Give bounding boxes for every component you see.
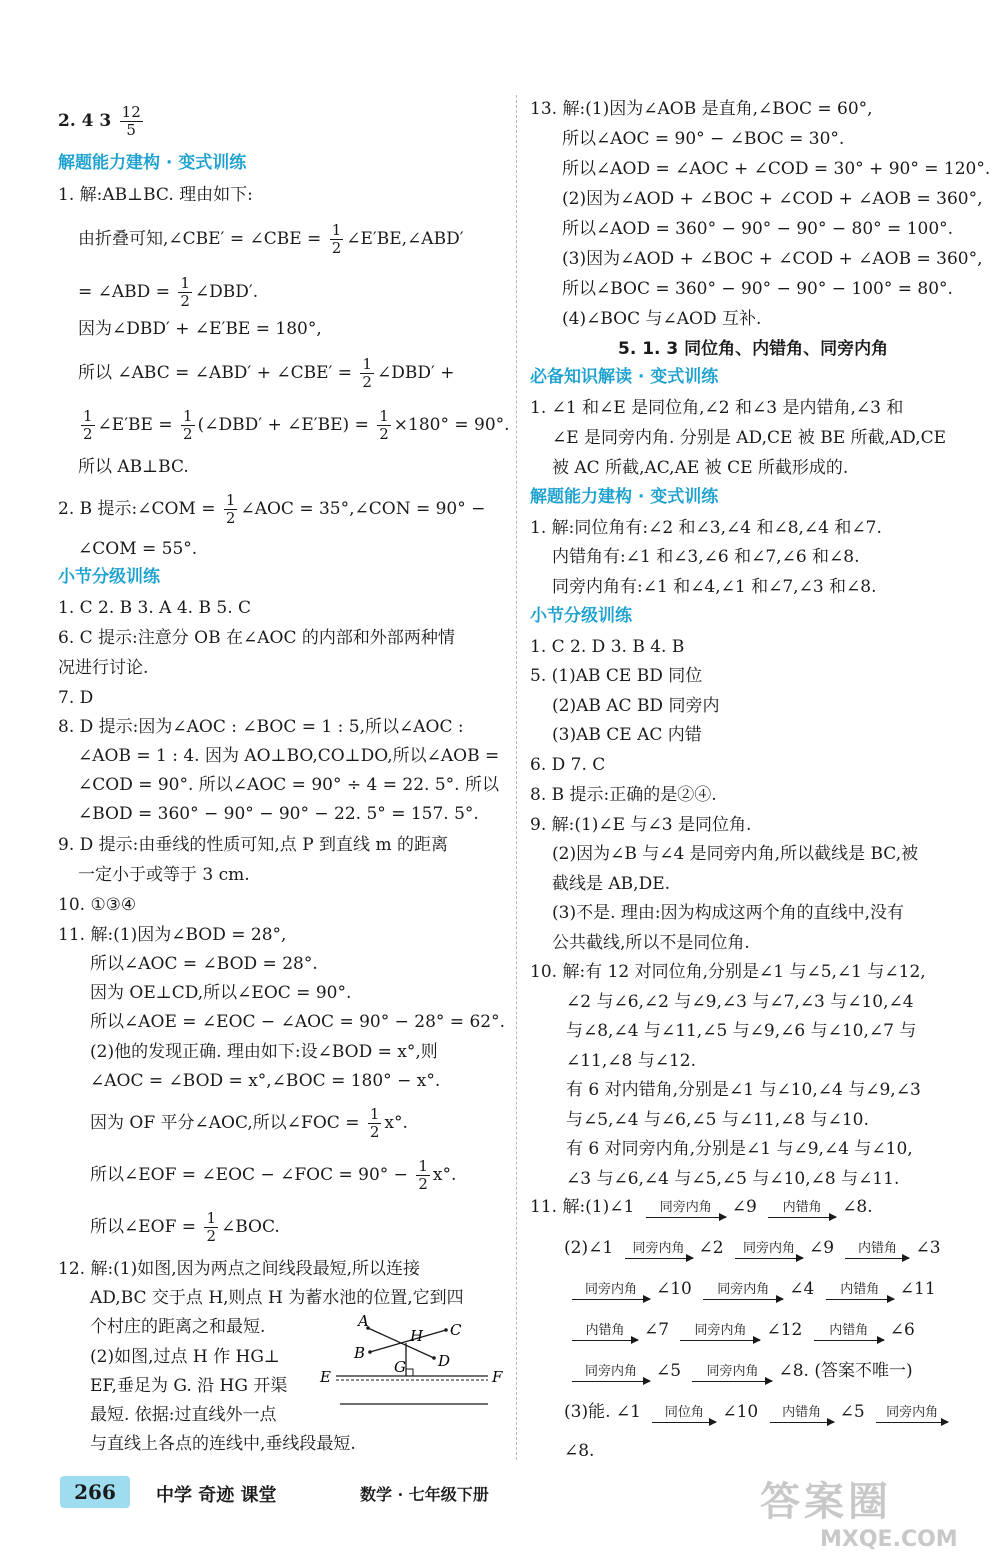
answer-line: 6. C 提示:注意分 OB 在∠AOC 的内部和外部两种情 (58, 628, 455, 648)
answer-line: (2)因为∠AOD + ∠BOC + ∠COD + ∠AOB = 360°, (562, 189, 983, 209)
answer-line: 8. B 提示:正确的是②④. (530, 785, 717, 805)
answer-line: 2. 4 3 $\frac{12}{5}$ (58, 103, 141, 139)
book-title: 中学 奇迹 课堂 (156, 1485, 277, 1506)
answer-line: 所以 AB⊥BC. (78, 457, 189, 477)
answer-line: 有 6 对同旁内角,分别是∠1 与∠9,∠4 与∠10, (566, 1139, 913, 1159)
answer-line: 2. B 提示:∠COM = $\frac{1}{2}$ ∠AOC = 35°,∠CON = 90° − (58, 491, 486, 527)
answer-line: 1. C 2. B 3. A 4. B 5. C (58, 598, 252, 618)
answer-line: 10. ①③④ (58, 895, 137, 915)
answer-line: 13. 解:(1)因为∠AOB 是直角,∠BOC = 60°, (530, 99, 873, 119)
label-D: D (438, 1352, 451, 1370)
answer-line: 10. 解:有 12 对同位角,分别是∠1 与∠5,∠1 与∠12, (530, 962, 926, 982)
answer-line: 被 AC 所截,AC,AE 被 CE 所截形成的. (552, 458, 849, 478)
section-heading: 必备知识解读 · 变式训练 (530, 367, 719, 387)
subsection-title: 5. 1. 3 同位角、内错角、同旁内角 (618, 339, 889, 359)
answer-line: 截线是 AB,DE. (552, 874, 671, 894)
answer-line: 因为 OF 平分∠AOC,所以∠FOC = $\frac{1}{2}$ x°. (90, 1105, 408, 1141)
answer-line: 所以 ∠ABC = ∠ABD′ + ∠CBE′ = $\frac{1}{2}$ ∠DBD′ + (78, 355, 455, 391)
answer-line: 1. 解:AB⊥BC. 理由如下: (58, 185, 253, 205)
geometry-figure (316, 1310, 508, 1420)
page-footer (60, 1476, 520, 1510)
answer-line: ∠2 与∠6,∠2 与∠9,∠3 与∠7,∠3 与∠10,∠4 (566, 992, 914, 1012)
section-heading: 解题能力建构 · 变式训练 (530, 487, 719, 507)
answer-line: 所以∠BOC = 360° − 90° − 90° − 100° = 80°. (562, 279, 953, 299)
answer-line: 7. D (58, 688, 94, 708)
answer-line: 9. D 提示:由垂线的性质可知,点 P 到直线 m 的距离 (58, 835, 448, 855)
answer-line: (2)AB AC BD 同旁内 (552, 696, 720, 716)
page-number: 266 (60, 1476, 130, 1508)
answer-line: 因为 OE⊥CD,所以∠EOC = 90°. (90, 983, 352, 1003)
watermark-url: MXQE.COM (820, 1527, 958, 1552)
answer-line: AD,BC 交于点 H,则点 H 为蓄水池的位置,它到四 (90, 1288, 464, 1308)
answer-line: $\frac{1}{2}$ ∠E′BE = $\frac{1}{2}$ (∠DBD′ + ∠E′BE) = $\frac{1}{2}$ ×180° = 90°. (83, 407, 510, 443)
book-subject: 数学 · 七年级下册 (360, 1485, 489, 1504)
answer-line: 个村庄的距离之和最短. (90, 1317, 266, 1337)
answer-line: 与∠5,∠4 与∠6,∠5 与∠11,∠8 与∠10. (566, 1110, 869, 1130)
answer-line: ∠AOB = 1 : 4. 因为 AO⊥BO,CO⊥DO,所以∠AOB = (78, 746, 500, 766)
section-heading: 小节分级训练 (530, 606, 632, 626)
label-E: E (320, 1368, 331, 1386)
answer-line: 8. D 提示:因为∠AOC : ∠BOC = 1 : 5,所以∠AOC : (58, 717, 464, 737)
answer-line: 与直线上各点的连线中,垂线段最短. (90, 1434, 356, 1454)
label-A: A (358, 1312, 369, 1330)
answer-line: 因为∠DBD′ + ∠E′BE = 180°, (78, 319, 322, 339)
answer-line: ∠3 与∠6,∠4 与∠5,∠5 与∠10,∠8 与∠11. (566, 1169, 900, 1189)
watermark (760, 1470, 980, 1552)
arrow-chain: (2)∠1 同旁内角 ∠2 同旁内角 ∠9 内错角 ∠3 (564, 1238, 941, 1258)
answer-line: 所以∠AOC = ∠BOD = 28°. (90, 954, 318, 974)
answer-line: 况进行讨论. (58, 658, 149, 678)
arrow-chain: 同旁内角 ∠5 同旁内角 ∠8. (答案不唯一) (566, 1360, 913, 1382)
answer-line: 所以∠AOD = 360° − 90° − 90° − 80° = 100°. (562, 219, 954, 239)
answer-line: 所以∠AOE = ∠EOC − ∠AOC = 90° − 28° = 62°. (90, 1012, 505, 1032)
answer-line: 1. C 2. D 3. B 4. B (530, 637, 685, 657)
answer-line: (4)∠BOC 与∠AOD 互补. (562, 309, 762, 329)
fraction: $\frac{12}{5}$ (121, 103, 141, 139)
answer-line: 所以∠AOC = 90° − ∠BOC = 30°. (562, 129, 845, 149)
arrow-chain: 内错角 ∠7 同旁内角 ∠12 内错角 ∠6 (566, 1319, 915, 1341)
answer-line: 1. ∠1 和∠E 是同位角,∠2 和∠3 是内错角,∠3 和 (530, 398, 904, 418)
answer-line: (3)AB CE AC 内错 (552, 725, 702, 745)
label-F: F (492, 1368, 503, 1386)
answer-line: 所以∠AOD = ∠AOC + ∠COD = 30° + 90° = 120°. (562, 159, 991, 179)
answer-line: (3)因为∠AOD + ∠BOC + ∠COD + ∠AOB = 360°, (562, 249, 983, 269)
answer-line: (2)因为∠B 与∠4 是同旁内角,所以截线是 BC,被 (552, 844, 919, 864)
answer-line: 11. 解:(1)因为∠BOD = 28°, (58, 925, 287, 945)
arrow-chain: (3)能. ∠1 同位角 ∠10 内错角 ∠5 同旁内角 (564, 1401, 954, 1423)
answer-line: 与∠8,∠4 与∠11,∠5 与∠9,∠6 与∠10,∠7 与 (566, 1021, 917, 1041)
answer-line: 所以∠EOF = ∠EOC − ∠FOC = 90° − $\frac{1}{2}$ x°. (90, 1157, 457, 1193)
answer-line: 公共截线,所以不是同位角. (552, 933, 750, 953)
answer-line: ∠E 是同旁内角. 分别是 AD,CE 被 BE 所截,AD,CE (552, 428, 947, 448)
arrow-chain: 同旁内角 ∠10 同旁内角 ∠4 内错角 ∠11 (566, 1278, 936, 1300)
answer-line: ∠11,∠8 与∠12. (566, 1051, 697, 1071)
answer-line: 由折叠可知,∠CBE′ = ∠CBE = $\frac{1}{2}$ ∠E′BE,∠ABD′ (78, 221, 464, 257)
label-C: C (450, 1321, 462, 1339)
answer-line: 有 6 对内错角,分别是∠1 与∠10,∠4 与∠9,∠3 (566, 1080, 921, 1100)
answer-line: (2)如图,过点 H 作 HG⊥ (90, 1347, 280, 1367)
answer-line: 5. (1)AB CE BD 同位 (530, 666, 703, 686)
answer-line: 12. 解:(1)如图,因为两点之间线段最短,所以连接 (58, 1259, 421, 1279)
answer-line: ∠COD = 90°. 所以∠AOC = 90° ÷ 4 = 22. 5°. 所以 (78, 775, 499, 795)
answer-line: ∠8. (564, 1441, 595, 1461)
answer-line: 9. 解:(1)∠E 与∠3 是同位角. (530, 815, 752, 835)
watermark-text: 答案圈 (760, 1479, 892, 1525)
answer-line: 同旁内角有:∠1 和∠4,∠1 和∠7,∠3 和∠8. (552, 577, 877, 597)
answer-line: (2)他的发现正确. 理由如下:设∠BOD = x°,则 (90, 1042, 438, 1062)
answer-line: 所以∠EOF = $\frac{1}{2}$ ∠BOC. (90, 1209, 280, 1245)
column-divider (516, 95, 517, 1460)
label-G: G (394, 1358, 406, 1376)
answer-line: 一定小于或等于 3 cm. (78, 865, 250, 885)
answer-line: ∠BOD = 360° − 90° − 90° − 22. 5° = 157. 5°. (78, 804, 479, 824)
section-heading: 小节分级训练 (58, 567, 160, 587)
label-H: H (410, 1327, 424, 1345)
answer-line: (3)不是. 理由:因为构成这两个角的直线中,没有 (552, 903, 905, 923)
answer-line: 6. D 7. C (530, 755, 606, 775)
answer-line: 1. 解:同位角有:∠2 和∠3,∠4 和∠8,∠4 和∠7. (530, 518, 882, 538)
answer-line: = ∠ABD = $\frac{1}{2}$ ∠DBD′. (78, 274, 259, 310)
answer-line: 最短. 依据:过直线外一点 (90, 1405, 277, 1425)
arrow-chain: 11. 解:(1)∠1 同旁内角 ∠9 内错角 ∠8. (530, 1197, 873, 1217)
answer-line: 内错角有:∠1 和∠3,∠6 和∠7,∠6 和∠8. (552, 547, 860, 567)
answer-line: EF,垂足为 G. 沿 HG 开渠 (90, 1376, 288, 1396)
answer-line: ∠COM = 55°. (78, 539, 198, 559)
section-heading: 解题能力建构 · 变式训练 (58, 153, 247, 173)
answer-line: ∠AOC = ∠BOD = x°,∠BOC = 180° − x°. (90, 1071, 441, 1091)
label-B: B (354, 1344, 366, 1362)
